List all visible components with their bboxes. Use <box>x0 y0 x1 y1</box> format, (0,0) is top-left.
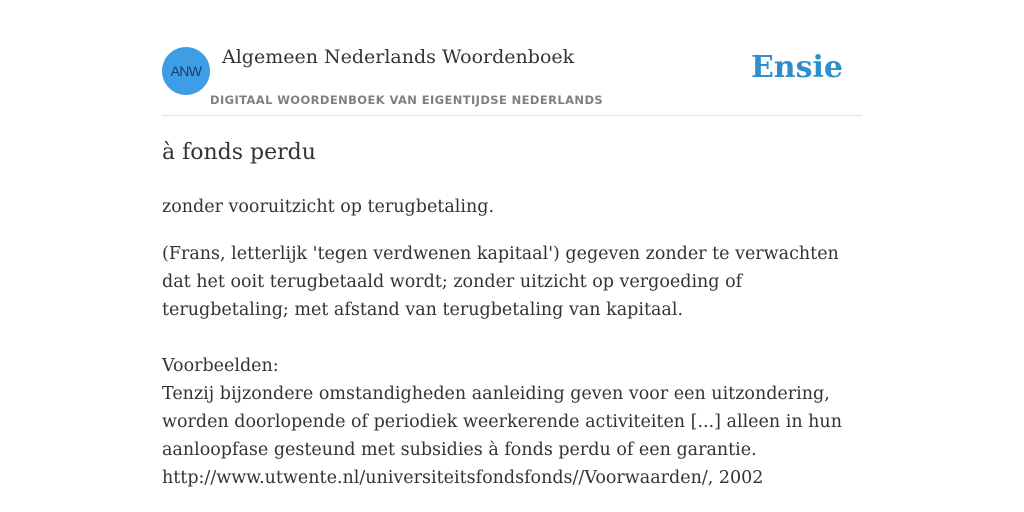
ensie-brand-logo[interactable]: Ensie <box>750 50 843 85</box>
long-definition: (Frans, letterlijk 'tegen verdwenen kapitaal') gegeven zonder te verwachten dat het ooit terugbetaald wordt; zonder uitzicht op vergoeding of terugbetaling; met afstand van terugbetaling van kapitaal. <box>162 244 839 320</box>
example-source: http://www.utwente.nl/universiteitsfondsfonds//Voorwaarden/, 2002 <box>162 468 764 488</box>
dictionary-title[interactable]: Algemeen Nederlands Woordenboek <box>222 46 575 68</box>
examples-label: Voorbeelden: <box>162 356 279 376</box>
dictionary-subtitle: DIGITAAL WOORDENBOEK VAN EIGENTIJDSE NEDERLANDS <box>210 93 604 107</box>
example-text: Tenzij bijzondere omstandigheden aanleiding geven voor een uitzondering, worden doorlopende of periodiek weerkerende activiteiten [...] alleen in hun aanloopfase gesteund met subsidies à fonds perdu of een garantie. <box>162 384 842 460</box>
spacer <box>162 324 862 352</box>
long-definition-block <box>162 240 862 492</box>
short-definition: zonder vooruitzicht op terugbetaling. <box>162 197 495 217</box>
anw-logo[interactable] <box>162 47 210 95</box>
anw-logo-text: ANW <box>170 63 202 79</box>
dictionary-header <box>162 46 862 116</box>
entry-term: à fonds perdu <box>162 140 316 165</box>
